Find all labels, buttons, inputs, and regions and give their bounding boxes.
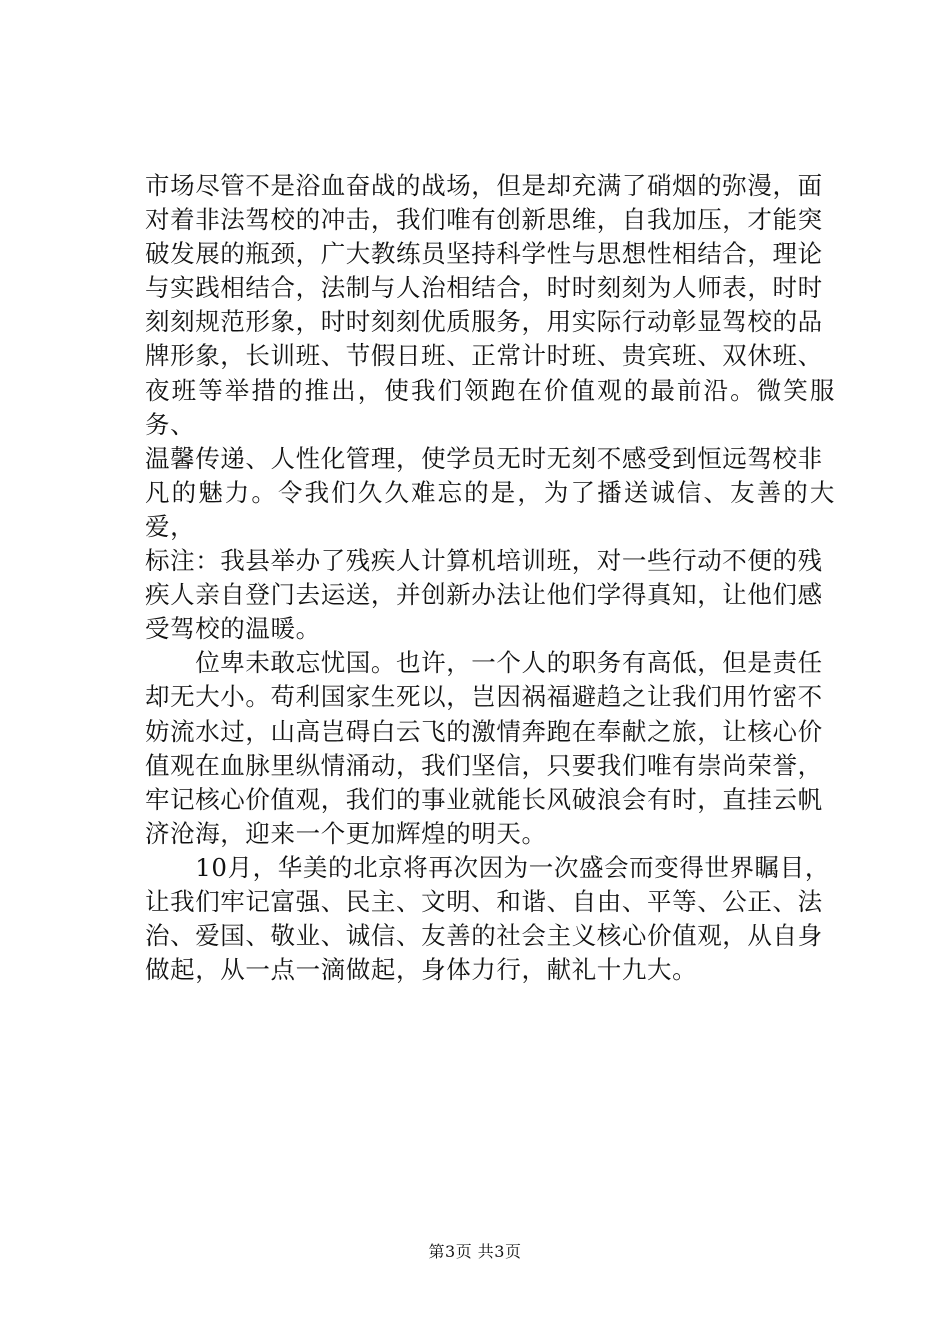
paragraph-responsibility: 位卑未敢忘忧国。也许，一个人的职务有高低，但是责任 却无大小。苟利国家生死以，岂因祸福避趋之让我们用竹密不 妨流水过，山高岂碍白云飞的激情奔跑在奉献之旅，让核心价 值观在血脉里纵情涌动，我们坚信，只要我们唯有崇尚荣誉， 牢记核心价值观，我们的事业就能长风破浪会有时，直挂云帆 济沧海，迎来一个更加辉煌的明天。: [145, 648, 823, 848]
page-number-footer: 第3页 共3页: [428, 1242, 522, 1261]
paragraph-market: 市场尽管不是浴血奋战的战场，但是却充满了硝烟的弥漫，面 对着非法驾校的冲击，我们唯有创新思维，自我加压，才能突 破发展的瓶颈，广大教练员坚持科学性与思想性相结合，理论 与实践相结合，法制与人治相结合，时时刻刻为人师表，时时 刻刻规范形象，时时刻刻优质服务，用实际行动彰显驾校的品 牌形象，长训班、节假日班、正常计时班、贵宾班、双休班、 夜班等举措的推出，使我们领跑在价值观的最前沿。微笑服务、 温馨传递、人性化管理，使学员无时无刻不感受到恒远驾校非 凡的魅力。令我们久久难忘的是，为了播送诚信、友善的大爱， 标注：我县举办了残疾人计算机培训班，对一些行动不便的残 疾人亲自登门去运送，并创新办法让他们学得真知，让他们感 受驾校的温暖。: [145, 171, 835, 644]
paragraph-october: 10月，华美的北京将再次因为一次盛会而变得世界瞩目， 让我们牢记富强、民主、文明、和谐、自由、平等、公正、法 治、爱国、敬业、诚信、友善的社会主义核心价值观，从自身 做起，从一点一滴做起，身体力行，献礼十九大。: [145, 852, 830, 985]
document-body: [145, 169, 835, 987]
